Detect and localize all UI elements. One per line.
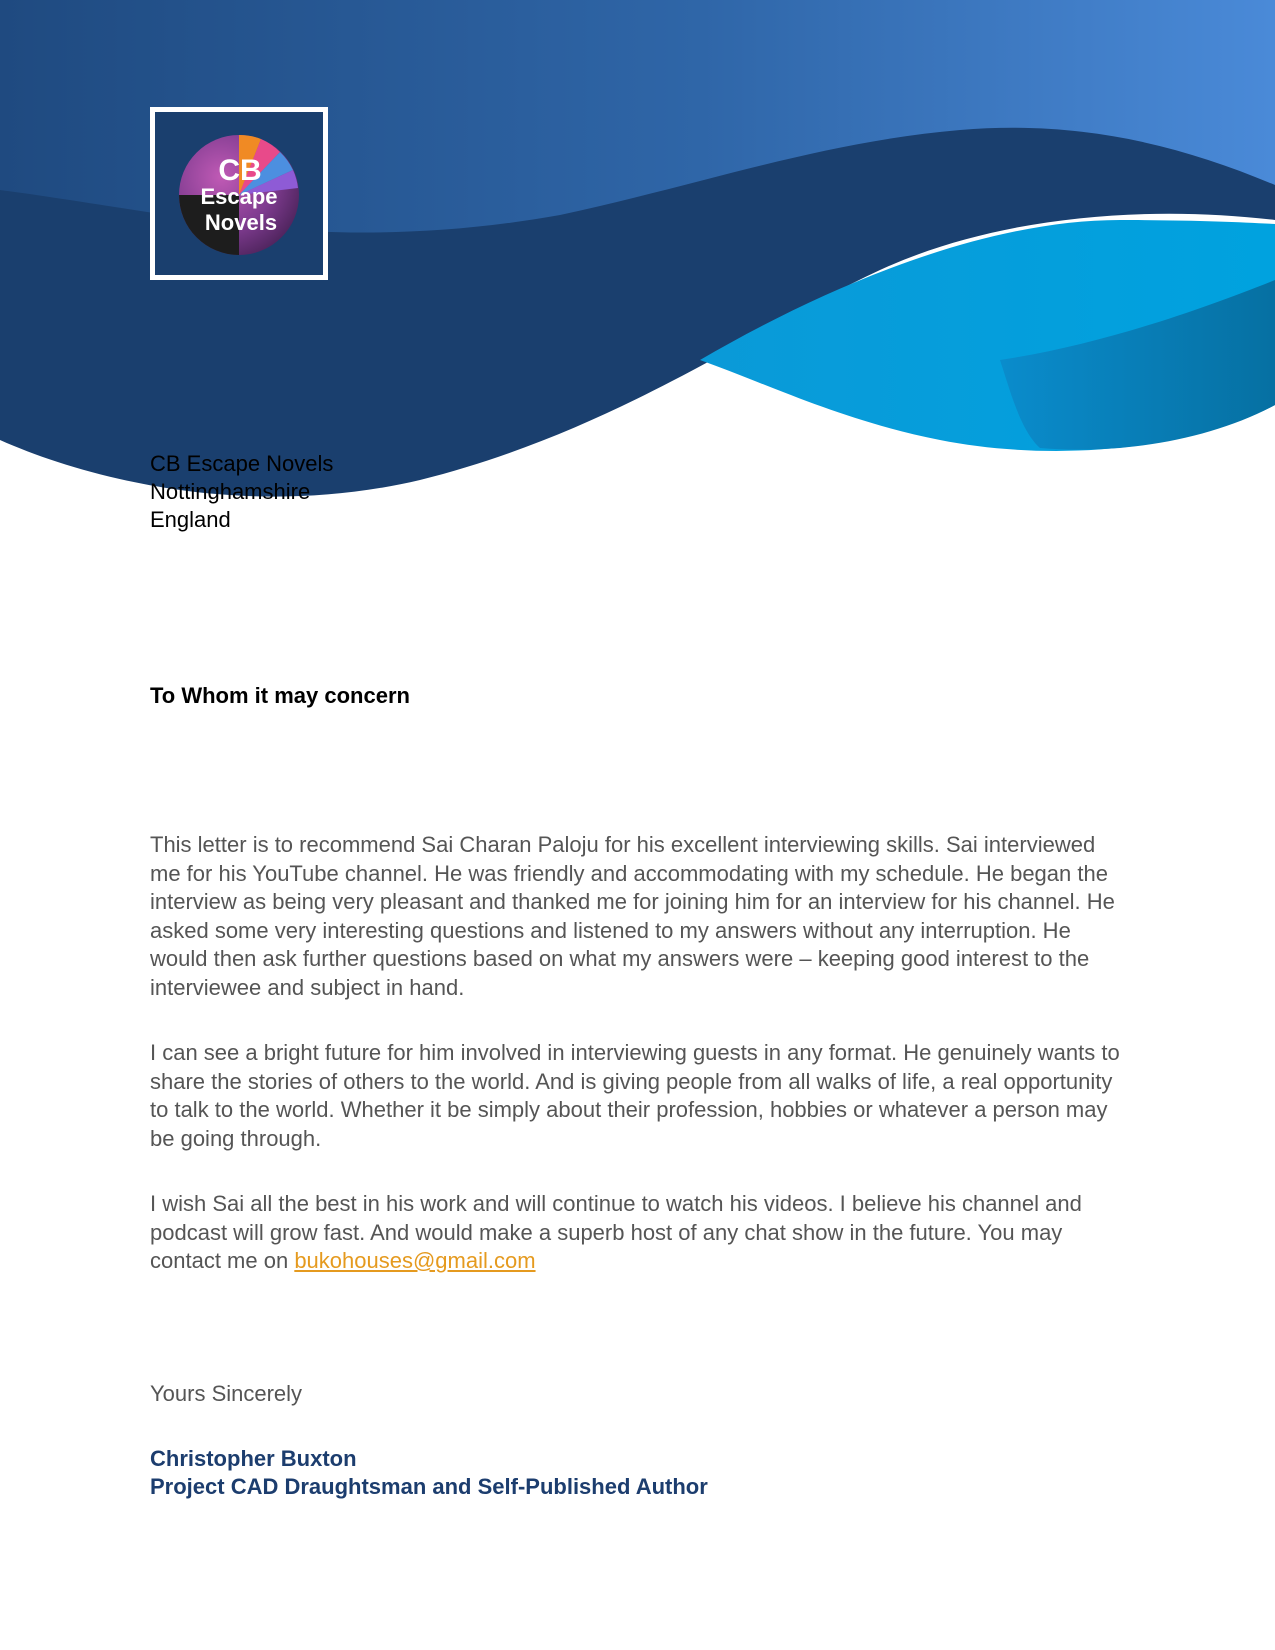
signature-name: Christopher Buxton <box>150 1446 357 1471</box>
logo-text-cb: CB <box>218 154 262 187</box>
sender-country: England <box>150 507 231 532</box>
sender-county: Nottinghamshire <box>150 479 311 504</box>
body-paragraph-1: This letter is to recommend Sai Charan Paloju for his excellent interviewing skills. Sai interviewed me for his YouTube channel. He was friendly and accommodating with my schedule. He began the interview as being very pleasant and thanked me for joining him for an interview for his channel. He asked some very interesting questions and listened to my answers without any interruption. He would then ask further questions based on what my answers were – keeping good interest to the interviewee and subject in hand. <box>150 832 1115 1000</box>
salutation: To Whom it may concern <box>150 683 410 708</box>
closing: Yours Sincerely <box>150 1381 303 1406</box>
signature-title: Project CAD Draughtsman and Self-Published Author <box>150 1474 708 1499</box>
sender-name: CB Escape Novels <box>150 451 334 476</box>
company-logo <box>150 107 328 280</box>
signature-block <box>150 1445 708 1501</box>
body-paragraph-3-text: I wish Sai all the best in his work and will continue to watch his videos. I believe his channel and podcast will grow fast. And would make a superb host of any chat show in the future. You may contact me on <box>150 1191 1082 1273</box>
email-link[interactable]: bukohouses@gmail.com <box>294 1248 536 1273</box>
body-paragraph-2: I can see a bright future for him involved in interviewing guests in any format. He genuinely wants to share the stories of others to the world. And is giving people from all walks of life, a real opportunity to talk to the world. Whether it be simply about their profession, hobbies or whatever a person may be going through. <box>150 1040 1120 1151</box>
logo-text-escape: Escape <box>200 184 278 209</box>
cb-escape-novels-logo-icon <box>155 112 323 275</box>
logo-text-novels: Novels <box>204 210 278 235</box>
body-paragraph-3 <box>150 1190 1130 1276</box>
sender-address <box>150 450 333 534</box>
